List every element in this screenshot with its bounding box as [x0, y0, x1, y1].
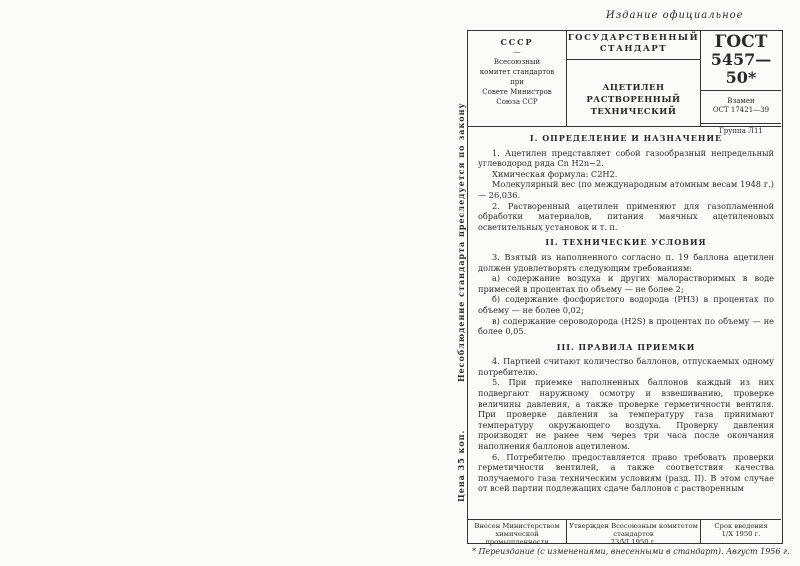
- side-notice: Несоблюдение стандарта преследуется по закону: [456, 102, 466, 382]
- section-title: III. ПРАВИЛА ПРИЕМКИ: [556, 341, 696, 352]
- standard-label: [567, 31, 700, 60]
- footer-table: [468, 519, 781, 544]
- paragraph: 1. Ацетилен представляет собой газообразный непредельный углеводород ряда Cn H2n−2.: [478, 147, 774, 169]
- paragraph: 2. Растворенный ацетилен применяют для газопламенной обработки материалов, питания маячных ацетиленовых осветительных установок и т. п.: [478, 200, 774, 232]
- replaces-block: [701, 91, 781, 115]
- org-line: Всесоюзный: [493, 58, 541, 66]
- side-price: Цена 35 коп.: [456, 429, 466, 502]
- paragraph: Химическая формула: C2H2.: [492, 168, 618, 179]
- title-line: АЦЕТИЛЕН РАСТВОРЕННЫЙ: [586, 83, 681, 105]
- edition-label: Издание официальное: [606, 10, 744, 21]
- approved-date: 23/VI 1950 г.: [610, 538, 657, 546]
- document-frame: [467, 30, 783, 544]
- effective-cell: [701, 520, 781, 544]
- document-title: [567, 60, 700, 118]
- paragraph: в) содержание сероводорода (H2S) в процентах по объему — не более 0,05.: [478, 315, 774, 337]
- paragraph: б) содержание фосфористого водорода (PH3) в процентах по объему — не более 0,02;: [478, 294, 774, 315]
- gost-cell: [701, 31, 781, 135]
- introduced-cell: Внесен Министерством химической промышленности: [468, 520, 567, 544]
- org-dash: —: [513, 48, 521, 56]
- section-title: I. ОПРЕДЕЛЕНИЕ И НАЗНАЧЕНИЕ: [529, 133, 723, 143]
- section-title: II. ТЕХНИЧЕСКИЕ УСЛОВИЯ: [545, 237, 707, 248]
- org-cell: [468, 31, 567, 126]
- gost-number: 5457—50*: [701, 51, 781, 91]
- paragraph: Молекулярный вес (по международным атомным весам 1948 г.) — 26,036.: [478, 179, 774, 200]
- gost-label: ГОСТ: [714, 32, 768, 52]
- standard-line: СТАНДАРТ: [599, 44, 668, 54]
- paragraph: а) содержание воздуха и других малорастворимых в воде примесей в процентах по объему — не более 2;: [478, 273, 774, 294]
- group-label: Группа Л11: [701, 123, 781, 135]
- paragraph: 5. При приемке наполненных баллонов каждый из них подвергают наружному осмотру и взвешиванию, проверке величины давления, а также проверке герметичности вентиля. При проверке давления за температуру газа принимают температуру окружающего воздуха. Проверку давления производят не ранее чем через три часа после окончания наполнения баллонов ацетиленом.: [478, 377, 774, 452]
- org-line: Союза ССР: [496, 98, 538, 106]
- replaces-value: ОСТ 17421—39: [712, 106, 770, 114]
- document-body: [478, 127, 774, 494]
- org-line: комитет стандартов: [479, 68, 555, 76]
- org-title: СССР: [500, 37, 534, 47]
- effective-label: Срок введения: [714, 522, 768, 530]
- header-table: [468, 31, 781, 135]
- effective-date: 1/X 1950 г.: [721, 530, 761, 538]
- standard-line: ГОСУДАРСТВЕННЫЙ: [567, 33, 700, 43]
- title-line: ТЕХНИЧЕСКИЙ: [590, 107, 677, 117]
- footnote: * Переиздание (с изменениями, внесенными в стандарт). Август 1956 г.: [472, 547, 790, 556]
- paragraph: 3. Взятый из наполненного согласно п. 19 баллона ацетилен должен удовлетворять следующим требованиям:: [478, 251, 774, 273]
- paragraph: 6. Потребителю предоставляется право требовать проверки герметичности вентилей, а также соответствия качества получаемого газа техническим условиям (разд. II). В этом случае от всей партии подлежащих сдаче баллонов с растворенным: [478, 451, 774, 494]
- approved-cell: [567, 520, 701, 544]
- org-line: Совете Министров: [482, 88, 552, 96]
- paragraph: 4. Партией считают количество баллонов, отпускаемых одному потребителю.: [478, 356, 774, 377]
- replaces-label: Взамен: [727, 97, 755, 105]
- org-line: при: [510, 78, 524, 86]
- approved-line: Утвержден Всесоюзным комитетом стандартов: [569, 522, 698, 538]
- title-cell: [567, 31, 701, 126]
